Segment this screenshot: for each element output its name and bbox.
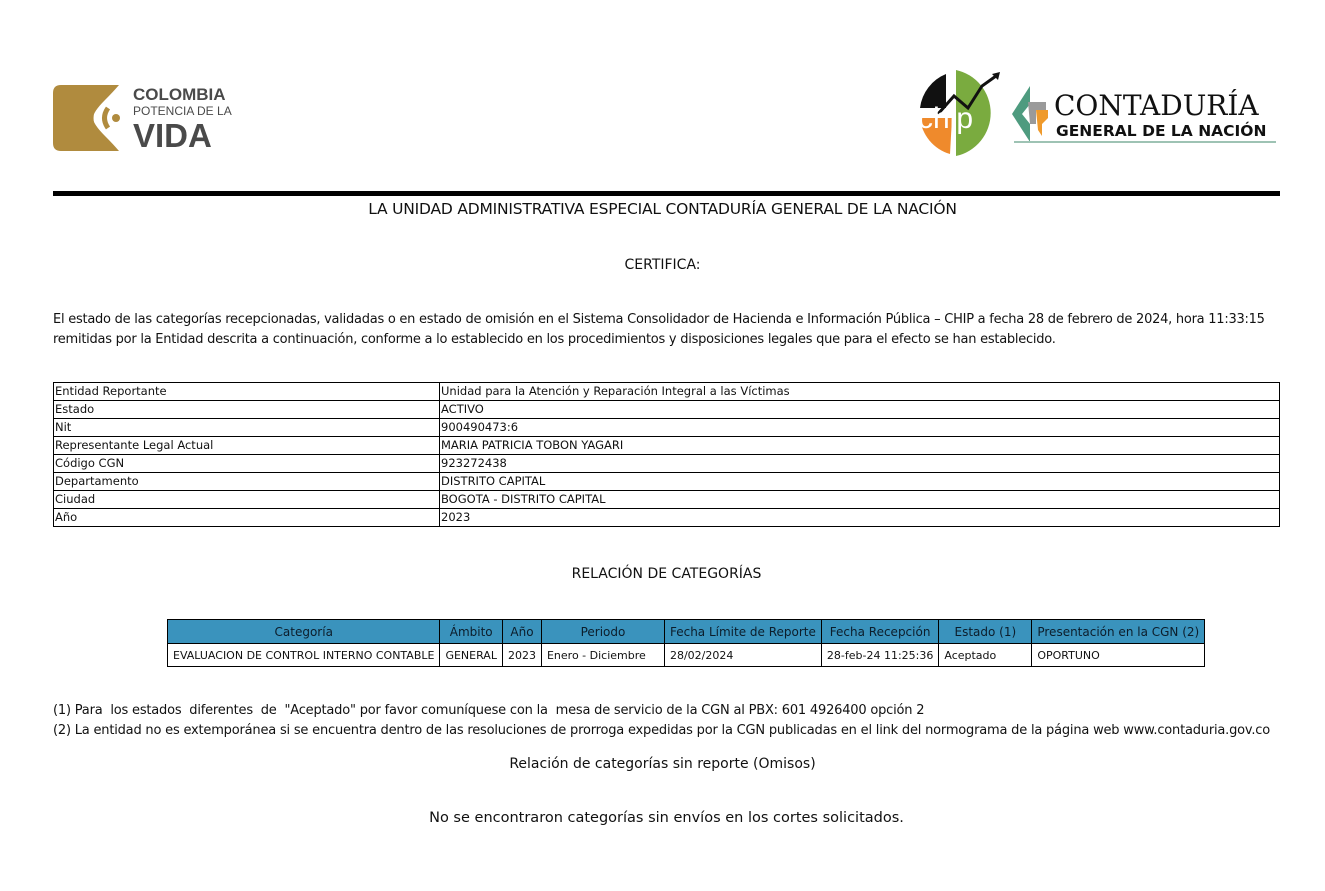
entity-value: 923272438 [440,455,1280,473]
cell-ano: 2023 [502,644,541,667]
entity-label: Departamento [54,473,440,491]
cell-estado: Aceptado [939,644,1032,667]
cgn-emblem-icon [1010,84,1278,146]
column-header-fecha-recepcion: Fecha Recepción [821,620,938,644]
table-row [54,509,1280,527]
svg-text:COLOMBIA: COLOMBIA [133,85,226,104]
table-row [54,491,1280,509]
entity-info-table [53,382,1280,527]
entity-value: ACTIVO [440,401,1280,419]
entity-value: DISTRITO CAPITAL [440,473,1280,491]
contaduria-general-logo [1010,84,1278,146]
column-header-periodo: Periodo [541,620,664,644]
column-header-fecha-limite: Fecha Límite de Reporte [664,620,821,644]
intro-line-1: El estado de las categorías recepcionadas, validadas o en estado de omisión en el Sistema Consolidador de Hacienda e Información Pública – CHIP a fecha 28 de febrero de 2024, hora 11:33:15 [53,312,1265,327]
entity-value: Unidad para la Atención y Reparación Integral a las Víctimas [440,383,1280,401]
table-row [54,455,1280,473]
entity-label: Representante Legal Actual [54,437,440,455]
header-divider [53,191,1280,196]
entity-label: Ciudad [54,491,440,509]
cell-categoria: EVALUACION DE CONTROL INTERNO CONTABLE [168,644,440,667]
entity-value: 900490473:6 [440,419,1280,437]
entity-label: Estado [54,401,440,419]
column-header-estado: Estado (1) [939,620,1032,644]
entity-value: BOGOTA - DISTRITO CAPITAL [440,491,1280,509]
cell-ambito: GENERAL [440,644,503,667]
svg-text:VIDA: VIDA [133,117,212,154]
table-row [54,401,1280,419]
colombia-potencia-de-la-vida-logo [53,82,243,154]
entity-value: 2023 [440,509,1280,527]
cell-periodo: Enero - Diciembre [541,644,664,667]
intro-line-2: remitidas por la Entidad descrita a continuación, conforme a lo establecido en los procedimientos y disposiciones legales que para el efecto se han establecido. [53,332,1056,347]
entity-label: Código CGN [54,455,440,473]
table-row [54,383,1280,401]
column-header-ano: Año [502,620,541,644]
categories-section-title: RELACIÓN DE CATEGORÍAS [571,566,762,582]
footnote-2: (2) La entidad no es extemporánea si se encuentra dentro de las resoluciones de prorroga expedidas por la CGN publicadas en el link del normograma de la página web www.contaduria.gov.co [53,723,1270,738]
intro-paragraph [53,310,1293,350]
column-header-ambito: Ámbito [440,620,503,644]
chip-logo [916,68,1006,158]
cell-presentacion: OPORTUNO [1032,644,1205,667]
svg-text:POTENCIA DE LA: POTENCIA DE LA [133,104,232,118]
entity-value: MARIA PATRICIA TOBON YAGARI [440,437,1280,455]
table-row [54,473,1280,491]
categories-table [167,619,1205,667]
column-header-presentacion: Presentación en la CGN (2) [1032,620,1205,644]
omisos-section-title: Relación de categorías sin reporte (Omisos) [509,756,816,772]
table-row [54,419,1280,437]
certifica-heading: CERTIFICA: [624,257,701,273]
footnote-1: (1) Para los estados diferentes de "Aceptado" por favor comuníquese con la mesa de servicio de la CGN al PBX: 601 4926400 opción 2 [53,703,925,718]
cell-fecha-limite: 28/02/2024 [664,644,821,667]
entity-label: Entidad Reportante [54,383,440,401]
svg-text:GENERAL DE LA NACIÓN: GENERAL DE LA NACIÓN [1056,122,1267,140]
table-row [54,437,1280,455]
svg-text:CONTADURÍA: CONTADURÍA [1054,89,1259,122]
document-title: LA UNIDAD ADMINISTRATIVA ESPECIAL CONTADURÍA GENERAL DE LA NACIÓN [368,200,957,218]
svg-text:chip: chip [918,102,974,135]
table-row [168,644,1205,667]
chip-emblem-icon [916,68,1006,158]
entity-label: Nit [54,419,440,437]
colombia-emblem-icon [53,82,243,154]
cell-fecha-recepcion: 28-feb-24 11:25:36 [821,644,938,667]
table-header-row [168,620,1205,644]
omisos-empty-message: No se encontraron categorías sin envíos en los cortes solicitados. [429,810,904,826]
column-header-categoria: Categoría [168,620,440,644]
entity-label: Año [54,509,440,527]
